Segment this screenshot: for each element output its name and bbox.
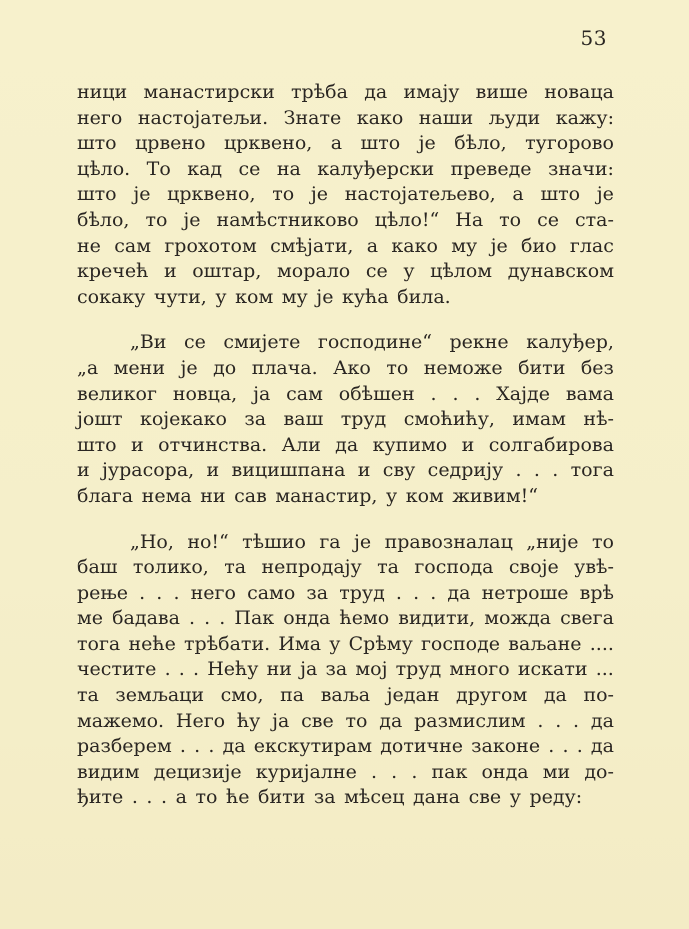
text-line: мажемо. Него ћу ја све то да размислим . . . да (77, 709, 614, 732)
text-line: ђите . . . а то ће бити за мѣсец дана све у реду: (77, 786, 583, 809)
text-line: разберем . . . да екскутирам дотичне законе . . . да (77, 735, 614, 758)
text-line: цѣло. То кад се на калуђерски преведе значи: (77, 157, 614, 180)
body-text (77, 80, 614, 811)
page-number: 53 (580, 26, 607, 50)
text-line: што и отчинства. Али да купимо и солгабирова (77, 433, 614, 456)
paragraph (77, 80, 614, 310)
text-line: и јурасора, и вицишпана и сву седрију . . . тога (77, 459, 614, 482)
text-line: бѣло, то је намѣстниково цѣло!“ На то се ста- (77, 208, 614, 231)
text-line: ме бадава . . . Пак онда ћемо видити, можда свега (77, 607, 614, 630)
text-line: него настојатељи. Знате како наши људи кажу: (77, 106, 614, 129)
text-line: баш толико, та непродају та господа своје увѣ- (77, 556, 614, 579)
paragraph (77, 530, 614, 812)
text-line: не сам грохотом смѣјати, а како му је био глас (77, 234, 614, 257)
text-line: ници манастирски трѣба да имају више новаца (77, 81, 614, 103)
text-line: тога неће трѣбати. Има у Срѣму господе ваљане .... (77, 632, 614, 655)
text-line: сокаку чути, у ком му је кућа била. (77, 285, 451, 308)
paragraph (77, 330, 614, 509)
text-line: што је црквено, то је настојатељево, а што је (77, 183, 614, 206)
text-line: та земљаци смо, па ваља један другом да по- (77, 684, 614, 707)
text-line: кречећ и оштар, морало се у цѣлом дунавском (77, 260, 614, 283)
text-line: блага нема ни сав манастир, у ком живим!“ (77, 484, 539, 507)
text-line: рење . . . него само за труд . . . да нетроше врѣ (77, 581, 614, 604)
text-line: јошт којекако за ваш труд смоћићу, имам нѣ- (77, 408, 614, 431)
text-line: што црвено црквено, а што је бѣло, тугорово (77, 132, 614, 155)
text-line: „а мени је до плача. Ако то неможе бити без (77, 356, 614, 379)
text-line: „Ви се смијете господине“ рекне калуђер, (130, 331, 614, 354)
text-line: великог новца, ја сам обѣшен . . . Хајде вама (77, 382, 614, 405)
text-line: видим децизије куријалне . . . пак онда ми до- (77, 760, 614, 783)
text-line: честите . . . Нећу ни ја за мој труд много искати ... (77, 658, 614, 681)
text-line: „Но, но!“ тѣшио га је правозналац „није то (130, 530, 614, 553)
